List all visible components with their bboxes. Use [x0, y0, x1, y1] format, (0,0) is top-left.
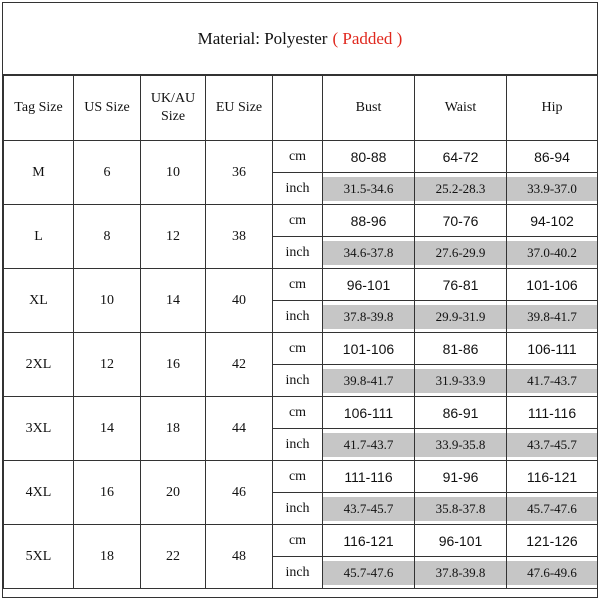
unit-cm-cell: cm — [273, 141, 323, 173]
bust-inch-cell — [323, 301, 415, 333]
eu-size-cell: 48 — [206, 525, 273, 589]
hip-cm-cell: 111-116 — [507, 397, 598, 429]
bust-inch-value: 43.7-45.7 — [323, 497, 414, 521]
eu-size-cell: 40 — [206, 269, 273, 333]
us-size-cell: 6 — [74, 141, 141, 205]
uk-au-size-cell: 20 — [141, 461, 206, 525]
hip-inch-value: 45.7-47.6 — [507, 497, 597, 521]
bust-inch-value: 45.7-47.6 — [323, 561, 414, 585]
hip-inch-value: 37.0-40.2 — [507, 241, 597, 265]
material-label: Material: Polyester — [197, 28, 328, 48]
size-rows — [4, 141, 598, 589]
header-us-size: US Size — [74, 76, 141, 141]
bust-inch-cell — [323, 365, 415, 397]
table-row — [4, 269, 598, 301]
hip-inch-value: 43.7-45.7 — [507, 433, 597, 457]
hip-cm-cell: 94-102 — [507, 205, 598, 237]
unit-inch-cell: inch — [273, 429, 323, 461]
tag-size-cell: 4XL — [4, 461, 74, 525]
eu-size-cell: 36 — [206, 141, 273, 205]
bust-inch-cell — [323, 173, 415, 205]
bust-inch-value: 31.5-34.6 — [323, 177, 414, 201]
us-size-cell: 16 — [74, 461, 141, 525]
table-row — [4, 205, 598, 237]
header-eu-size: EU Size — [206, 76, 273, 141]
hip-cm-cell: 116-121 — [507, 461, 598, 493]
unit-cm-cell: cm — [273, 461, 323, 493]
waist-cm-cell: 96-101 — [415, 525, 507, 557]
header-bust: Bust — [323, 76, 415, 141]
hip-inch-cell — [507, 557, 598, 589]
waist-inch-cell — [415, 493, 507, 525]
eu-size-cell: 46 — [206, 461, 273, 525]
hip-inch-value: 33.9-37.0 — [507, 177, 597, 201]
waist-inch-cell — [415, 237, 507, 269]
bust-inch-value: 39.8-41.7 — [323, 369, 414, 393]
unit-cm-cell: cm — [273, 397, 323, 429]
unit-cm-cell: cm — [273, 269, 323, 301]
hip-inch-value: 47.6-49.6 — [507, 561, 597, 585]
header-uk-au-size: UK/AU Size — [141, 76, 206, 141]
hip-inch-cell — [507, 365, 598, 397]
waist-inch-cell — [415, 301, 507, 333]
unit-inch-cell: inch — [273, 237, 323, 269]
hip-inch-cell — [507, 493, 598, 525]
waist-inch-value: 35.8-37.8 — [415, 497, 506, 521]
header-row — [4, 76, 598, 141]
unit-cm-cell: cm — [273, 205, 323, 237]
uk-au-size-cell: 18 — [141, 397, 206, 461]
table-row — [4, 461, 598, 493]
bust-cm-cell: 116-121 — [323, 525, 415, 557]
tag-size-cell: 2XL — [4, 333, 74, 397]
waist-inch-cell — [415, 429, 507, 461]
hip-inch-cell — [507, 301, 598, 333]
waist-inch-cell — [415, 173, 507, 205]
tag-size-cell: 3XL — [4, 397, 74, 461]
uk-au-size-cell: 10 — [141, 141, 206, 205]
unit-cm-cell: cm — [273, 525, 323, 557]
eu-size-cell: 44 — [206, 397, 273, 461]
waist-inch-cell — [415, 365, 507, 397]
us-size-cell: 10 — [74, 269, 141, 333]
waist-cm-cell: 76-81 — [415, 269, 507, 301]
unit-inch-cell: inch — [273, 301, 323, 333]
hip-cm-cell: 86-94 — [507, 141, 598, 173]
hip-cm-cell: 106-111 — [507, 333, 598, 365]
us-size-cell: 8 — [74, 205, 141, 269]
waist-inch-value: 25.2-28.3 — [415, 177, 506, 201]
waist-inch-cell — [415, 557, 507, 589]
bust-inch-cell — [323, 493, 415, 525]
bust-inch-value: 37.8-39.8 — [323, 305, 414, 329]
uk-au-size-cell: 16 — [141, 333, 206, 397]
hip-inch-cell — [507, 429, 598, 461]
waist-inch-value: 29.9-31.9 — [415, 305, 506, 329]
tag-size-cell: 5XL — [4, 525, 74, 589]
header-waist: Waist — [415, 76, 507, 141]
header-unit — [273, 76, 323, 141]
waist-inch-value: 33.9-35.8 — [415, 433, 506, 457]
us-size-cell: 18 — [74, 525, 141, 589]
hip-inch-value: 39.8-41.7 — [507, 305, 597, 329]
us-size-cell: 14 — [74, 397, 141, 461]
uk-au-size-cell: 14 — [141, 269, 206, 333]
waist-inch-value: 27.6-29.9 — [415, 241, 506, 265]
unit-inch-cell: inch — [273, 173, 323, 205]
hip-cm-cell: 101-106 — [507, 269, 598, 301]
waist-cm-cell: 70-76 — [415, 205, 507, 237]
waist-inch-value: 37.8-39.8 — [415, 561, 506, 585]
unit-cm-cell: cm — [273, 333, 323, 365]
chart-title — [3, 3, 597, 75]
bust-cm-cell: 96-101 — [323, 269, 415, 301]
bust-cm-cell: 106-111 — [323, 397, 415, 429]
header-tag-size: Tag Size — [4, 76, 74, 141]
unit-inch-cell: inch — [273, 557, 323, 589]
header-hip: Hip — [507, 76, 598, 141]
eu-size-cell: 38 — [206, 205, 273, 269]
bust-inch-cell — [323, 429, 415, 461]
bust-inch-cell — [323, 557, 415, 589]
bust-cm-cell: 111-116 — [323, 461, 415, 493]
table-row — [4, 333, 598, 365]
bust-cm-cell: 80-88 — [323, 141, 415, 173]
bust-inch-value: 41.7-43.7 — [323, 433, 414, 457]
hip-inch-cell — [507, 237, 598, 269]
hip-cm-cell: 121-126 — [507, 525, 598, 557]
bust-cm-cell: 88-96 — [323, 205, 415, 237]
waist-cm-cell: 81-86 — [415, 333, 507, 365]
waist-inch-value: 31.9-33.9 — [415, 369, 506, 393]
table-row — [4, 525, 598, 557]
waist-cm-cell: 64-72 — [415, 141, 507, 173]
uk-au-size-cell: 12 — [141, 205, 206, 269]
bust-cm-cell: 101-106 — [323, 333, 415, 365]
tag-size-cell: XL — [4, 269, 74, 333]
us-size-cell: 12 — [74, 333, 141, 397]
table-row — [4, 397, 598, 429]
size-chart — [2, 2, 598, 598]
bust-inch-value: 34.6-37.8 — [323, 241, 414, 265]
unit-inch-cell: inch — [273, 365, 323, 397]
padded-note: ( Padded ) — [332, 28, 403, 48]
size-table — [3, 75, 598, 589]
bust-inch-cell — [323, 237, 415, 269]
uk-au-size-cell: 22 — [141, 525, 206, 589]
table-row — [4, 141, 598, 173]
tag-size-cell: M — [4, 141, 74, 205]
tag-size-cell: L — [4, 205, 74, 269]
hip-inch-cell — [507, 173, 598, 205]
hip-inch-value: 41.7-43.7 — [507, 369, 597, 393]
unit-inch-cell: inch — [273, 493, 323, 525]
eu-size-cell: 42 — [206, 333, 273, 397]
waist-cm-cell: 86-91 — [415, 397, 507, 429]
waist-cm-cell: 91-96 — [415, 461, 507, 493]
